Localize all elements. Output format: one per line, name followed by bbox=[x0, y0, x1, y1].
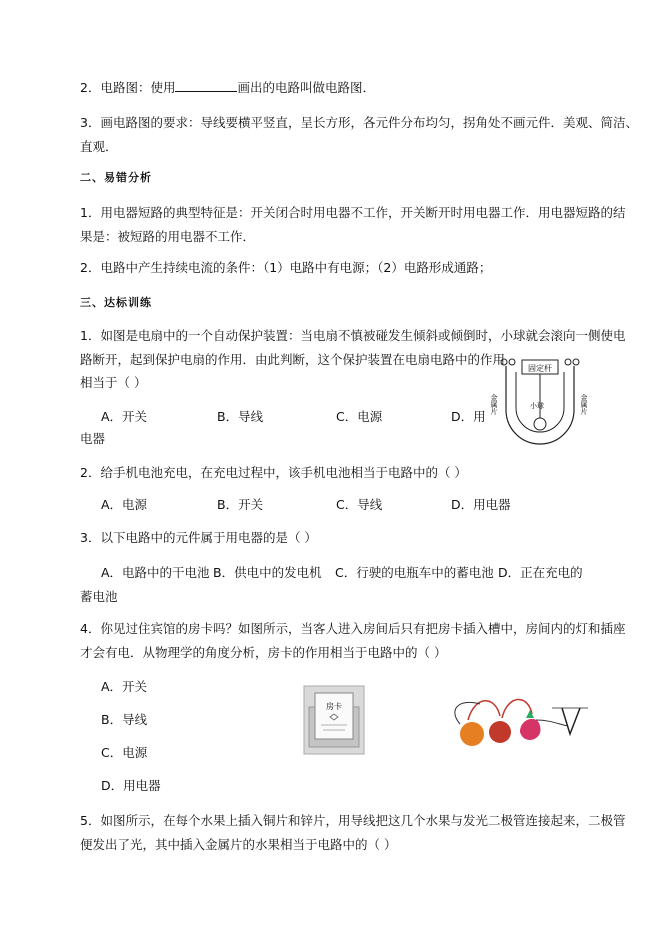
s2-p1a: 1．用电器短路的典型特征是：开关闭合时用电器不工作，开关断开时用电器工作．用电器短路的结 bbox=[80, 205, 626, 220]
q1-line-a: 1．如图是电扇中的一个自动保护装置：当电扇不慎被碰发生倾斜或倾倒时，小球就会滚向一侧使电 bbox=[80, 328, 626, 343]
q1-line-b: 路断开，起到保护电扇的作用．由此判断，这个保护装置在电扇电路中的作用 bbox=[80, 352, 506, 367]
q1-line-c: 相当于（ ） bbox=[80, 375, 147, 390]
q4-option-a: A．开关 bbox=[101, 679, 148, 694]
dragonfruit-icon bbox=[520, 719, 541, 740]
intro-line-2 bbox=[80, 79, 375, 96]
room-card-label: 房卡 bbox=[326, 702, 342, 711]
q4-option-b: B．导线 bbox=[101, 712, 148, 727]
q5-line-a: 5．如图所示，在每个水果上插入铜片和锌片，用导线把这几个水果与发光二极管连接起来，二极管 bbox=[80, 813, 626, 828]
protection-device-figure bbox=[486, 352, 596, 452]
fixed-rod-label: 固定杆 bbox=[528, 364, 552, 373]
q4-line-a: 4．你见过住宾馆的房卡吗？如图所示，当客人进入房间后只有把房卡插入槽中，房间内的灯和插座 bbox=[80, 621, 626, 636]
q1-option-a: A．开关 bbox=[101, 409, 148, 424]
terminal-right bbox=[565, 359, 571, 365]
apple-fruit-icon bbox=[489, 721, 511, 743]
terminal-left-2 bbox=[509, 359, 515, 365]
q2-option-c: C．导线 bbox=[336, 497, 383, 512]
q2-option-b: B．开关 bbox=[217, 497, 264, 512]
q3-option-a: A．电路中的干电池 bbox=[101, 565, 210, 580]
terminal-left bbox=[501, 359, 507, 365]
metal-left-label: 金属片 bbox=[490, 394, 498, 415]
room-card bbox=[315, 693, 353, 739]
s2-p1b: 果是：被短路的用电器不工作． bbox=[80, 229, 256, 244]
q4-line-b: 才会有电．从物理学的角度分析，房卡的作用相当于电路中的（ ） bbox=[80, 645, 447, 660]
q1-option-d: D．用 bbox=[451, 409, 486, 424]
terminal-right-2 bbox=[573, 359, 579, 365]
intro-line-3b: 直观． bbox=[80, 139, 118, 154]
q3-option-c: C．行驶的电瓶车中的蓄电池 bbox=[335, 565, 494, 580]
q2-option-a: A．电源 bbox=[101, 497, 148, 512]
led-icon bbox=[562, 708, 580, 734]
fill-blank bbox=[175, 79, 237, 92]
q3-option-b: B．供电中的发电机 bbox=[213, 565, 322, 580]
section-title-practice: 三、达标训练 bbox=[80, 296, 152, 309]
q1-option-b: B．导线 bbox=[217, 409, 264, 424]
intro-line-2-suffix: 画出的电路叫做电路图． bbox=[237, 80, 375, 95]
q4-option-d: D．用电器 bbox=[101, 778, 161, 793]
s2-p2: 2．电路中产生持续电流的条件：（1）电路中有电源；（2）电路形成通路； bbox=[80, 260, 492, 275]
ball-icon bbox=[534, 418, 546, 430]
dragonfruit-leaf bbox=[526, 710, 534, 718]
intro-line-3a: 3．画电路图的要求：导线要横平竖直，呈长方形，各元件分布均匀，拐角处不画元件．美观、简洁、 bbox=[80, 115, 638, 130]
q3-option-d-tail: 蓄电池 bbox=[80, 589, 118, 604]
q1-option-c: C．电源 bbox=[336, 409, 383, 424]
wire-1 bbox=[468, 701, 500, 720]
q2-stem: 2．给手机电池充电，在充电过程中，该手机电池相当于电路中的（ ） bbox=[80, 465, 467, 480]
section-title-errors: 二、易错分析 bbox=[80, 171, 152, 184]
orange-fruit-icon bbox=[460, 722, 484, 746]
q3-option-d: D．正在充电的 bbox=[498, 565, 583, 580]
q3-stem: 3．以下电路中的元件属于用电器的是（ ） bbox=[80, 530, 317, 545]
wire-4 bbox=[536, 720, 568, 726]
ball-label: 小球 bbox=[530, 402, 544, 410]
room-card-figure bbox=[303, 685, 365, 755]
q2-option-d: D．用电器 bbox=[451, 497, 511, 512]
fruit-battery-figure bbox=[440, 690, 590, 752]
q4-option-c: C．电源 bbox=[101, 745, 148, 760]
intro-line-2-prefix: 2．电路图：使用 bbox=[80, 80, 176, 95]
q5-line-b: 便发出了光，其中插入金属片的水果相当于电路中的（ ） bbox=[80, 837, 397, 852]
q1-option-d-tail: 电器 bbox=[80, 431, 106, 446]
metal-right-label: 金属片 bbox=[580, 394, 588, 415]
